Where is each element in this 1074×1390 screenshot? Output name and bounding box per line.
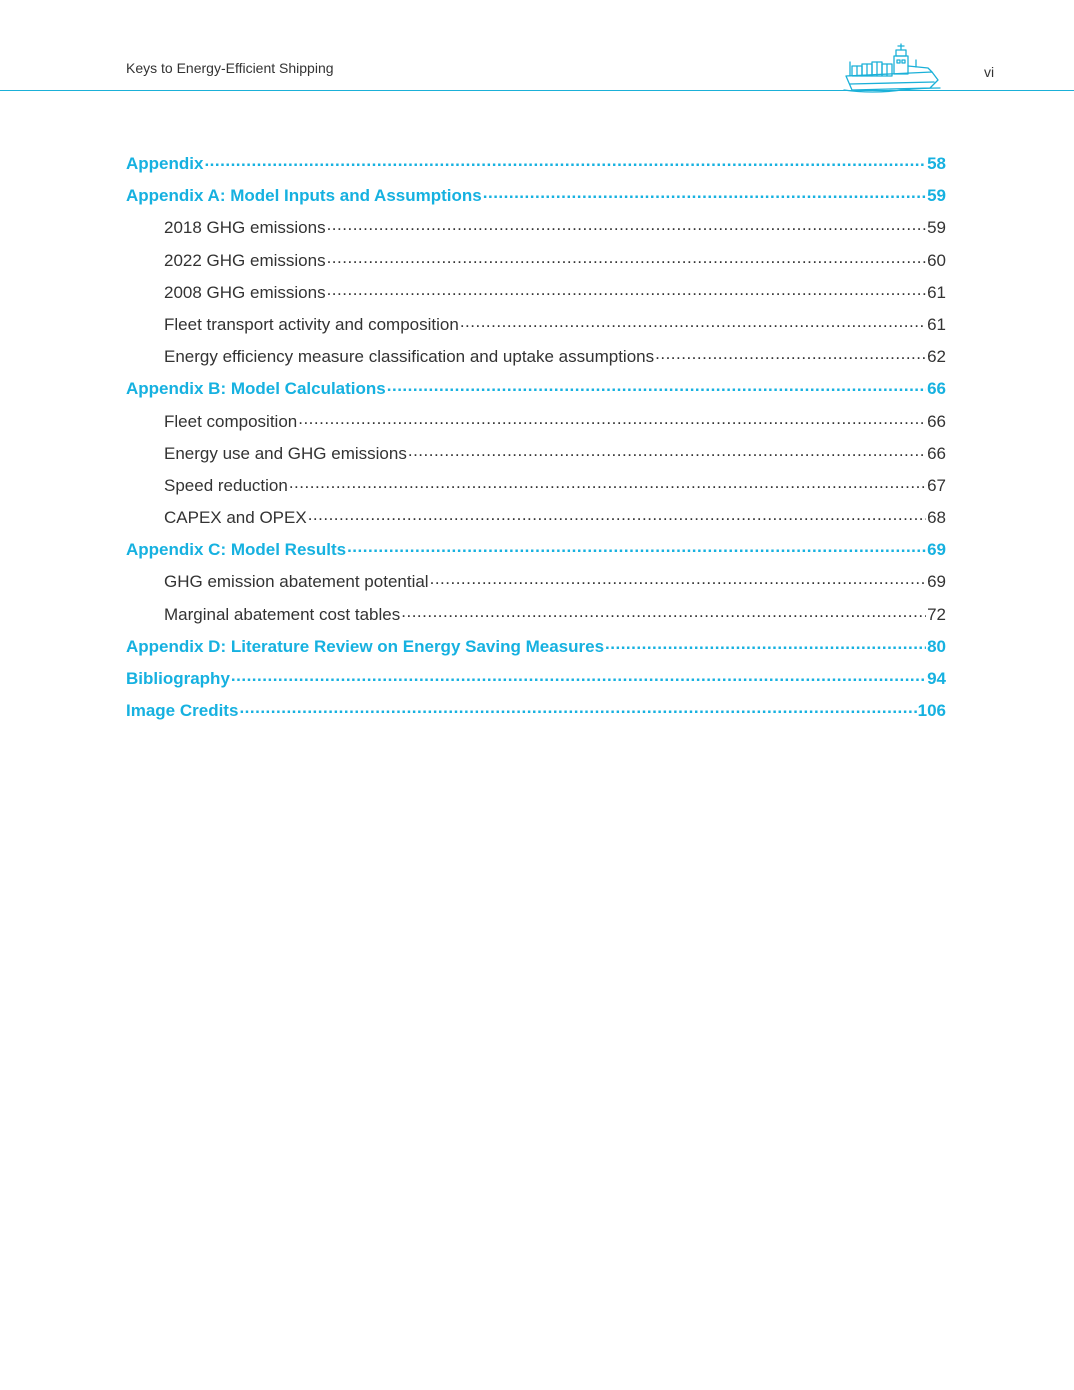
- dot-leader: [289, 474, 926, 491]
- toc-entry-marginal-abatement[interactable]: [126, 603, 946, 635]
- toc-entry-page: 68: [927, 508, 946, 528]
- dot-leader: [204, 152, 926, 169]
- dot-leader: [401, 603, 926, 620]
- header-divider: [0, 90, 1074, 91]
- toc-entry-capex-opex[interactable]: [126, 506, 946, 538]
- toc-entry-page: 80: [927, 636, 946, 656]
- toc-entry-page: 60: [927, 250, 946, 270]
- dot-leader: [239, 699, 916, 716]
- toc-entry-label: Bibliography: [126, 669, 230, 688]
- running-header-title: Keys to Energy-Efficient Shipping: [126, 60, 334, 76]
- toc-entry-page: 69: [927, 572, 946, 592]
- toc-entry-speed-reduction[interactable]: [126, 474, 946, 506]
- toc-entry-energy-use[interactable]: [126, 442, 946, 474]
- toc-entry-energy-efficiency[interactable]: [126, 345, 946, 377]
- toc-entry-label: Appendix: [126, 154, 204, 173]
- toc-entry-label: Appendix B: Model Calculations: [126, 379, 386, 399]
- dot-leader: [483, 184, 926, 201]
- toc-entry-label: 2008 GHG emissions: [164, 282, 326, 302]
- dot-leader: [308, 506, 926, 523]
- toc-entry-label: 2018 GHG emissions: [164, 218, 326, 238]
- toc-entry-appendix-d[interactable]: [126, 635, 946, 667]
- toc-entry-label: Image Credits: [126, 701, 239, 721]
- toc-entry-label: Fleet transport activity and composition: [164, 314, 459, 334]
- toc-entry-page: 59: [927, 186, 946, 206]
- page-number: vi: [984, 64, 995, 80]
- toc-entry-label: GHG emission abatement potential: [164, 572, 429, 592]
- dot-leader: [605, 635, 926, 652]
- toc-entry-appendix-c[interactable]: [126, 538, 946, 570]
- dot-leader: [327, 249, 927, 266]
- toc-entry-label: Energy efficiency measure classification and uptake assumptions: [164, 347, 655, 367]
- dot-leader: [327, 281, 927, 298]
- toc-entry-label: Marginal abatement cost tables: [164, 604, 401, 624]
- toc-entry-page: 62: [927, 347, 946, 367]
- toc-entry-page: 72: [927, 604, 946, 624]
- toc-entry-bibliography[interactable]: [126, 667, 946, 699]
- toc-entry-page: 67: [927, 475, 946, 495]
- toc-entry-label: 2022 GHG emissions: [164, 250, 326, 270]
- toc-entry-label: Energy use and GHG emissions: [164, 443, 407, 463]
- dot-leader: [327, 216, 927, 233]
- toc-entry-page: 106: [917, 701, 946, 721]
- dot-leader: [460, 313, 926, 330]
- dot-leader: [430, 570, 926, 587]
- toc-entry-ghg-abatement[interactable]: [126, 570, 946, 602]
- toc-entry-page: 61: [927, 282, 946, 302]
- toc-entry-page: 94: [927, 669, 946, 688]
- dot-leader: [387, 377, 926, 394]
- toc-entry-appendix-a[interactable]: [126, 184, 946, 216]
- dot-leader: [231, 667, 926, 684]
- toc-entry-label: Fleet composition: [164, 411, 298, 431]
- ship-icon: [842, 42, 942, 96]
- toc-entry-label: Appendix D: Literature Review on Energy Saving Measures: [126, 636, 605, 656]
- toc-entry-label: CAPEX and OPEX: [164, 508, 307, 528]
- toc-entry-page: 66: [927, 443, 946, 463]
- toc-entry-appendix[interactable]: [126, 152, 946, 184]
- dot-leader: [298, 410, 926, 427]
- toc-entry-fleet-transport[interactable]: [126, 313, 946, 345]
- toc-entry-image-credits[interactable]: [126, 699, 946, 731]
- toc-entry-label: Speed reduction: [164, 475, 288, 495]
- dot-leader: [408, 442, 926, 459]
- toc-entry-page: 66: [927, 411, 946, 431]
- toc-entry-page: 59: [927, 218, 946, 238]
- toc-entry-label: Appendix C: Model Results: [126, 540, 347, 560]
- dot-leader: [655, 345, 926, 362]
- toc-entry-page: 61: [927, 314, 946, 334]
- toc-entry-page: 69: [927, 540, 946, 560]
- toc-entry-2008-ghg[interactable]: [126, 281, 946, 313]
- toc-entry-fleet-composition[interactable]: [126, 410, 946, 442]
- toc-entry-page: 58: [927, 154, 946, 173]
- toc-entry-2022-ghg[interactable]: [126, 249, 946, 281]
- table-of-contents: [126, 152, 946, 731]
- toc-entry-label: Appendix A: Model Inputs and Assumptions: [126, 186, 482, 206]
- dot-leader: [347, 538, 926, 555]
- toc-entry-appendix-b[interactable]: [126, 377, 946, 409]
- toc-entry-page: 66: [927, 379, 946, 399]
- toc-entry-2018-ghg[interactable]: [126, 216, 946, 248]
